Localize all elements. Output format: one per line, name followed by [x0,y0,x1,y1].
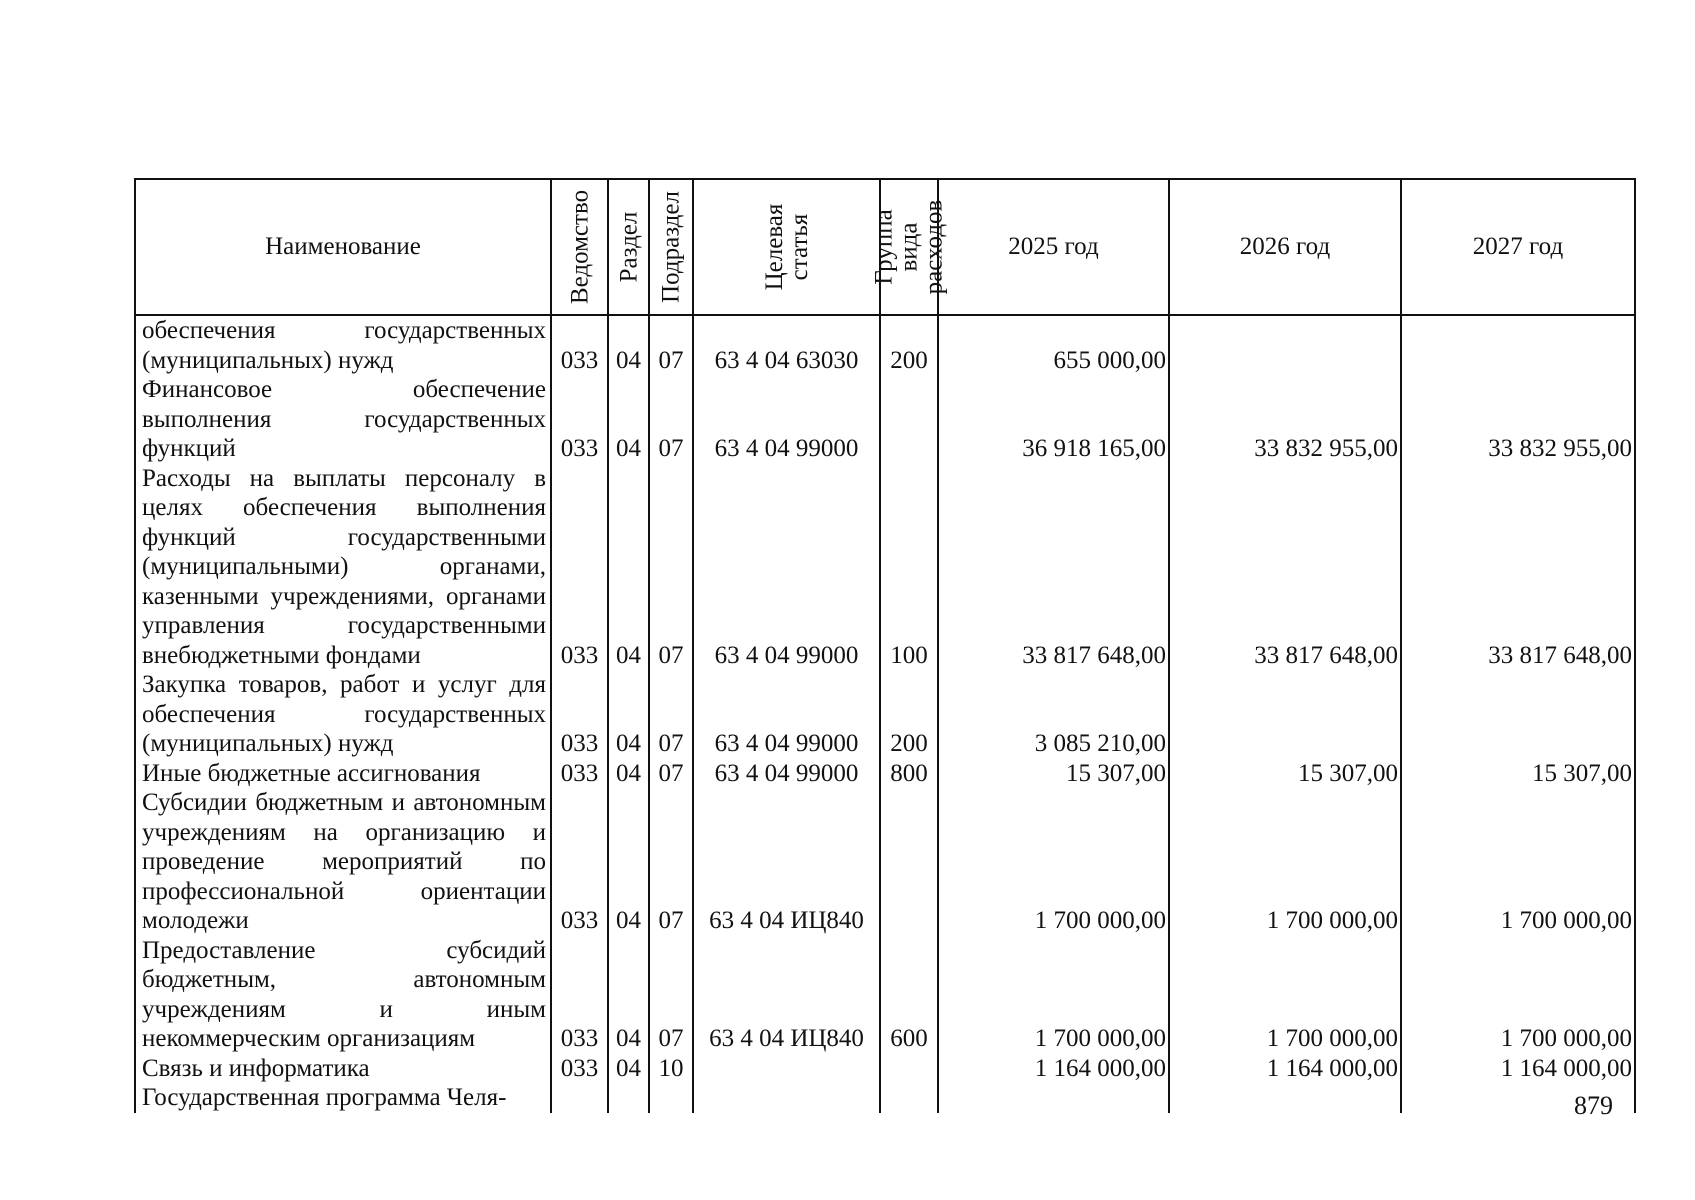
row-razdel: 04 [608,1054,649,1084]
header-celevaya-text: Целевая статья [760,203,813,291]
row-2025: 36 918 165,00 [938,375,1169,464]
row-2026: 33 832 955,00 [1169,375,1401,464]
row-name: Государственная программа Челя- [135,1083,551,1113]
header-gruppa [870,179,948,315]
row-2027: 1 164 000,00 [1401,1054,1635,1084]
row-gruppa: 100 [880,464,938,671]
row-gruppa: 200 [880,670,938,759]
row-gruppa [880,1054,938,1084]
row-2026 [1169,1083,1401,1113]
row-celevaya: 63 4 04 ИЦ840 [693,788,880,936]
row-razdel: 04 [608,670,649,759]
row-2026: 1 164 000,00 [1169,1054,1401,1084]
row-vedomstvo: 033 [551,1054,608,1084]
header-vedomstvo-text: Ведомство [566,189,593,305]
table-row [135,759,1635,789]
row-razdel: 04 [608,788,649,936]
table-row [135,670,1635,759]
row-name: Связь и информатика [135,1054,551,1084]
row-vedomstvo: 033 [551,670,608,759]
row-2025 [938,1083,1169,1113]
row-2027 [1401,670,1635,759]
table-row [135,375,1635,464]
header-podrazdel [649,179,693,315]
header-vedomstvo [551,179,608,315]
row-gruppa: 800 [880,759,938,789]
row-2027: 33 832 955,00 [1401,375,1635,464]
row-name: Предоставление субсидий бюджетным, автономным учреждениям и иным некоммерческим организациям [135,936,551,1054]
row-2027: 1 700 000,00 [1401,936,1635,1054]
row-razdel: 04 [608,936,649,1054]
row-2026 [1169,670,1401,759]
row-2026: 1 700 000,00 [1169,788,1401,936]
row-celevaya: 63 4 04 99000 [693,759,880,789]
row-2025: 1 164 000,00 [938,1054,1169,1084]
header-name: Наименование [135,179,551,315]
row-vedomstvo [551,1083,608,1113]
row-name: Расходы на выплаты персоналу в целях обеспечения выполнения функций государственными (муниципальными) органами, казенными учреждениями, органами управления государственными внебюджетными фондами [135,464,551,671]
header-podrazdel-text: Подраздел [657,191,685,303]
row-2026 [1169,315,1401,375]
header-razdel-text: Раздел [615,211,642,283]
row-podrazdel: 07 [649,464,693,671]
row-vedomstvo: 033 [551,315,608,375]
table-row [135,464,1635,671]
row-name: Закупка товаров, работ и услуг для обеспечения государственных (муниципальных) нужд [135,670,551,759]
row-2025: 1 700 000,00 [938,788,1169,936]
row-2027: 33 817 648,00 [1401,464,1635,671]
row-2026: 33 817 648,00 [1169,464,1401,671]
table-header-row [135,179,1635,315]
row-gruppa [880,788,938,936]
row-razdel: 04 [608,315,649,375]
row-celevaya [693,1083,880,1113]
row-razdel: 04 [608,759,649,789]
row-podrazdel [649,1083,693,1113]
row-2025: 3 085 210,00 [938,670,1169,759]
row-gruppa: 200 [880,315,938,375]
table-row [135,1083,1635,1113]
header-year-2027: 2027 год [1401,179,1635,315]
row-2026: 1 700 000,00 [1169,936,1401,1054]
row-podrazdel: 07 [649,315,693,375]
row-razdel [608,1083,649,1113]
row-2026: 15 307,00 [1169,759,1401,789]
header-celevaya [693,179,880,315]
row-vedomstvo: 033 [551,936,608,1054]
row-celevaya: 63 4 04 99000 [693,670,880,759]
header-year-2025: 2025 год [938,179,1169,315]
row-2027: 15 307,00 [1401,759,1635,789]
row-vedomstvo: 033 [551,788,608,936]
row-2025: 33 817 648,00 [938,464,1169,671]
row-gruppa [880,1083,938,1113]
row-podrazdel: 07 [649,936,693,1054]
row-name: Финансовое обеспечение выполнения государственных функций [135,375,551,464]
row-2027 [1401,315,1635,375]
row-gruppa [880,375,938,464]
header-year-2026: 2026 год [1169,179,1401,315]
header-gruppa-text: Группа вида расходов [870,199,948,295]
table-row [135,788,1635,936]
row-celevaya: 63 4 04 63030 [693,315,880,375]
row-2025: 655 000,00 [938,315,1169,375]
row-celevaya [693,1054,880,1084]
table-row [135,1054,1635,1084]
table-row [135,936,1635,1054]
row-vedomstvo: 033 [551,375,608,464]
table-row [135,315,1635,375]
row-2025: 15 307,00 [938,759,1169,789]
row-celevaya: 63 4 04 99000 [693,375,880,464]
row-podrazdel: 07 [649,788,693,936]
row-name: Иные бюджетные ассигнования [135,759,551,789]
row-vedomstvo: 033 [551,759,608,789]
row-gruppa: 600 [880,936,938,1054]
row-2027: 1 700 000,00 [1401,788,1635,936]
budget-table [134,178,1636,1113]
row-celevaya: 63 4 04 99000 [693,464,880,671]
row-name: обеспечения государственных (муниципальных) нужд [135,315,551,375]
header-razdel [608,179,649,315]
row-name: Субсидии бюджетным и автономным учреждениям на организацию и проведение мероприятий по профессиональной ориентации молодежи [135,788,551,936]
row-razdel: 04 [608,375,649,464]
page-number: 879 [1574,1091,1613,1120]
row-razdel: 04 [608,464,649,671]
row-2025: 1 700 000,00 [938,936,1169,1054]
row-podrazdel: 07 [649,670,693,759]
row-podrazdel: 07 [649,375,693,464]
row-celevaya: 63 4 04 ИЦ840 [693,936,880,1054]
row-podrazdel: 10 [649,1054,693,1084]
row-podrazdel: 07 [649,759,693,789]
row-vedomstvo: 033 [551,464,608,671]
